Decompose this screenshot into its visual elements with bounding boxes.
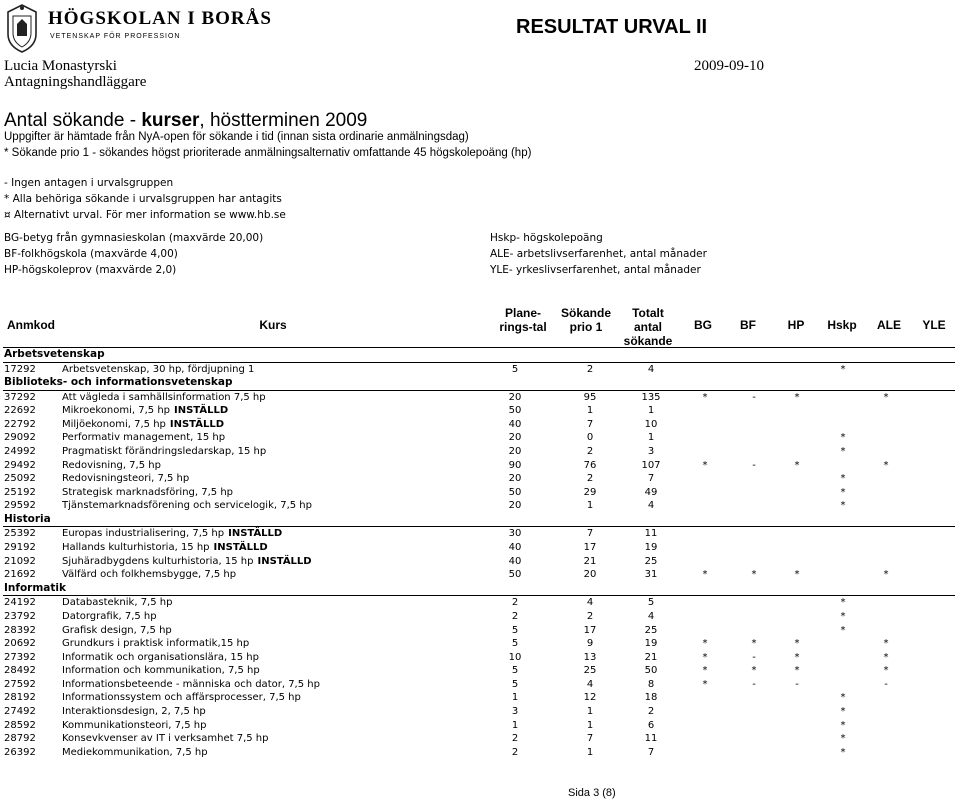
page-number: Sida 3 (8): [568, 787, 616, 799]
table-row: [3, 555, 955, 569]
cell-planeringstal: 50: [508, 405, 522, 417]
course-name: Performativ management, 15 hp: [62, 432, 226, 444]
cell-planeringstal: 5: [511, 624, 519, 636]
cell-prio: 1: [586, 405, 594, 417]
cell-planeringstal: 2: [511, 610, 519, 622]
course-name: Konsevkvenser av IT i verksamhet 7,5 hp: [62, 733, 269, 745]
cell-kurs: [62, 691, 482, 705]
cell-prio: 17: [583, 542, 597, 554]
col-header-yle: YLE: [922, 318, 946, 332]
cell-hskp: *: [840, 719, 846, 731]
cell-prio: 1: [586, 719, 594, 731]
cell-kurs: [62, 678, 482, 692]
cancelled-flag: INSTÄLLD: [257, 555, 312, 567]
cell-totalt: 5: [647, 597, 655, 609]
cell-planeringstal: 20: [508, 432, 522, 444]
table-row: [3, 431, 955, 445]
cell-kurs: [62, 431, 482, 445]
cell-bf: *: [751, 569, 757, 581]
cell-bg: *: [702, 569, 708, 581]
cell-totalt: 11: [644, 733, 658, 745]
course-name: Kommunikationsteori, 7,5 hp: [62, 719, 207, 731]
table-row: [3, 705, 955, 719]
cell-kurs: [62, 705, 482, 719]
cell-totalt: 7: [647, 746, 655, 758]
cell-anmkod: 25192: [4, 486, 36, 498]
cell-planeringstal: 5: [511, 665, 519, 677]
course-name: Arbetsvetenskap, 30 hp, fördjupning 1: [62, 363, 255, 375]
abbrev-legend-line: BF-folkhögskola (maxvärde 4,00): [4, 248, 178, 260]
info-line: * Sökande prio 1 - sökandes högst prioriterade anmälningsalternativ omfattande 45 högskolepoäng (hp): [4, 147, 532, 159]
table-row: [3, 568, 955, 582]
cell-anmkod: 21692: [4, 569, 36, 581]
col-header-bg: BG: [694, 318, 712, 332]
course-name: Grafisk design, 7,5 hp: [62, 624, 172, 636]
cell-totalt: 19: [644, 638, 658, 650]
abbrev-legend-line: ALE- arbetslivserfarenhet, antal månader: [490, 248, 707, 260]
info-line: Uppgifter är hämtade från NyA-open för sökande i tid (innan sista ordinarie anmälningsdag): [4, 131, 469, 143]
cell-ale: -: [884, 678, 888, 690]
course-name: Grundkurs i praktisk informatik,15 hp: [62, 638, 250, 650]
cell-kurs: [62, 527, 482, 541]
cell-prio: 12: [583, 692, 597, 704]
cell-planeringstal: 20: [508, 391, 522, 403]
course-name: Tjänstemarknadsförening och servicelogik, 7,5 hp: [62, 500, 312, 512]
symbol-legend-line: * Alla behöriga sökande i urvalsgruppen har antagits: [4, 193, 282, 205]
cell-planeringstal: 1: [511, 719, 519, 731]
course-name: Informatik och organisationslära, 15 hp: [62, 651, 259, 663]
cell-kurs: [62, 445, 482, 459]
report-date: 2009-09-10: [694, 58, 764, 74]
abbrev-legend-line: HP-högskoleprov (maxvärde 2,0): [4, 264, 177, 276]
cell-kurs: [62, 746, 482, 760]
cell-kurs: [62, 596, 482, 610]
cell-planeringstal: 1: [511, 692, 519, 704]
cell-planeringstal: 2: [511, 597, 519, 609]
cell-planeringstal: 5: [511, 678, 519, 690]
cell-kurs: [62, 637, 482, 651]
col-header-hskp: Hskp: [827, 318, 857, 332]
school-tagline: VETENSKAP FÖR PROFESSION: [50, 33, 181, 40]
heading-bold: kurser: [141, 110, 200, 131]
cell-prio: 1: [586, 706, 594, 718]
cancelled-flag: INSTÄLLD: [169, 418, 225, 430]
cell-hp: *: [794, 459, 800, 471]
report-title: RESULTAT URVAL II: [516, 16, 708, 38]
cell-anmkod: 22792: [4, 418, 36, 430]
cell-anmkod: 27592: [4, 678, 36, 690]
contact-name: Lucia Monastyrski: [4, 58, 117, 74]
course-name: Europas industrialisering, 7,5 hp: [62, 528, 225, 540]
cell-totalt: 3: [647, 445, 655, 457]
table-row: [3, 499, 955, 513]
cell-kurs: [62, 459, 482, 473]
symbol-legend-line: ¤ Alternativt urval. För mer information se www.hb.se: [4, 209, 286, 221]
course-name: Datorgrafik, 7,5 hp: [62, 610, 157, 622]
symbol-legend-line: - Ingen antagen i urvalsgruppen: [4, 177, 174, 189]
cell-anmkod: 29092: [4, 432, 36, 444]
abbrev-legend-line: YLE- yrkeslivserfarenhet, antal månader: [490, 264, 701, 276]
cancelled-flag: INSTÄLLD: [228, 528, 283, 540]
cell-prio: 76: [583, 459, 597, 471]
cell-bg: *: [702, 391, 708, 403]
cell-hskp: *: [840, 486, 846, 498]
cell-ale: *: [883, 665, 889, 677]
cell-kurs: [62, 624, 482, 638]
school-name: HÖGSKOLAN I BORÅS: [48, 8, 272, 29]
cell-anmkod: 28392: [4, 624, 36, 636]
cell-totalt: 19: [644, 542, 658, 554]
course-name: Informationsbeteende - människa och dator, 7,5 hp: [62, 678, 320, 690]
cell-hp: *: [794, 665, 800, 677]
cell-hskp: *: [840, 473, 846, 485]
cell-totalt: 31: [644, 569, 658, 581]
cell-hskp: *: [840, 706, 846, 718]
cell-bg: *: [702, 651, 708, 663]
cell-anmkod: 29192: [4, 542, 36, 554]
cell-ale: *: [883, 638, 889, 650]
table-body: [3, 348, 955, 759]
cell-anmkod: 27392: [4, 651, 36, 663]
cell-totalt: 7: [647, 473, 655, 485]
cell-bf: -: [752, 391, 756, 403]
cell-planeringstal: 20: [508, 473, 522, 485]
cell-totalt: 4: [647, 363, 655, 375]
cell-kurs: [62, 363, 482, 377]
course-name: Mikroekonomi, 7,5 hp: [62, 405, 171, 417]
cell-totalt: 107: [641, 459, 661, 471]
table-row: [3, 486, 955, 500]
course-name: Pragmatiskt förändringsledarskap, 15 hp: [62, 445, 267, 457]
course-name: Att vägleda i samhällsinformation 7,5 hp: [62, 391, 266, 403]
cell-planeringstal: 5: [511, 638, 519, 650]
cell-hskp: *: [840, 500, 846, 512]
cell-planeringstal: 2: [511, 733, 519, 745]
col-header-bf: BF: [740, 318, 756, 332]
cell-prio: 25: [583, 665, 597, 677]
table-row: [3, 719, 955, 733]
cell-bf: -: [752, 459, 756, 471]
cell-totalt: 25: [644, 555, 658, 567]
cell-hskp: *: [840, 746, 846, 758]
cell-hskp: *: [840, 610, 846, 622]
category-header: Arbetsvetenskap: [3, 348, 955, 363]
cell-prio: 0: [586, 432, 594, 444]
cell-hskp: *: [840, 692, 846, 704]
cell-planeringstal: 10: [508, 651, 522, 663]
col-header-hp: HP: [787, 318, 805, 332]
cell-prio: 9: [586, 638, 594, 650]
cell-hskp: *: [840, 445, 846, 457]
cell-anmkod: 25392: [4, 528, 36, 540]
cell-planeringstal: 40: [508, 555, 522, 567]
cell-planeringstal: 50: [508, 486, 522, 498]
cell-totalt: 50: [644, 665, 658, 677]
course-name: Redovisning, 7,5 hp: [62, 459, 161, 471]
cell-kurs: [62, 732, 482, 746]
course-name: Miljöekonomi, 7,5 hp: [62, 418, 166, 430]
cell-bg: *: [702, 665, 708, 677]
col-header-totalt: Totalt antal sökande: [623, 306, 673, 348]
heading-suffix: , höstterminen 2009: [199, 110, 368, 131]
cell-anmkod: 20692: [4, 638, 36, 650]
cell-prio: 1: [586, 746, 594, 758]
cell-prio: 17: [583, 624, 597, 636]
table-row: [3, 678, 955, 692]
table-row: [3, 391, 955, 405]
cell-planeringstal: 50: [508, 569, 522, 581]
cell-prio: 2: [586, 363, 594, 375]
table-row: [3, 732, 955, 746]
contact-role: Antagningshandläggare: [4, 74, 147, 90]
school-crest-logo: [4, 2, 40, 54]
cell-bf: *: [751, 638, 757, 650]
page-heading: [4, 110, 367, 132]
cell-planeringstal: 3: [511, 706, 519, 718]
cell-kurs: [62, 486, 482, 500]
table-row: [3, 404, 955, 418]
cell-kurs: [62, 664, 482, 678]
cell-kurs: [62, 404, 482, 418]
cell-prio: 95: [583, 391, 597, 403]
table-row: [3, 472, 955, 486]
cell-totalt: 18: [644, 692, 658, 704]
course-name: Redovisningsteori, 7,5 hp: [62, 473, 190, 485]
cell-planeringstal: 2: [511, 746, 519, 758]
table-row: [3, 691, 955, 705]
cell-totalt: 21: [644, 651, 658, 663]
cell-kurs: [62, 610, 482, 624]
course-name: Strategisk marknadsföring, 7,5 hp: [62, 486, 234, 498]
table-header: [3, 300, 955, 348]
table-row: [3, 624, 955, 638]
table-row: [3, 610, 955, 624]
cell-anmkod: 24992: [4, 445, 36, 457]
cell-anmkod: 28192: [4, 692, 36, 704]
cell-planeringstal: 30: [508, 528, 522, 540]
cell-anmkod: 26392: [4, 746, 36, 758]
course-name: Mediekommunikation, 7,5 hp: [62, 746, 208, 758]
cancelled-flag: INSTÄLLD: [213, 542, 268, 554]
cell-prio: 7: [586, 418, 594, 430]
col-header-planeringstal: Plane-rings-tal: [499, 306, 547, 334]
cell-totalt: 49: [644, 486, 658, 498]
cell-prio: 29: [583, 486, 597, 498]
cell-anmkod: 28592: [4, 719, 36, 731]
cell-planeringstal: 20: [508, 445, 522, 457]
col-header-kurs: Kurs: [259, 318, 287, 332]
cell-anmkod: 29592: [4, 500, 36, 512]
cell-planeringstal: 90: [508, 459, 522, 471]
course-name: Informationssystem och affärsprocesser, 7,5 hp: [62, 692, 301, 704]
cell-kurs: [62, 568, 482, 582]
table-row: [3, 651, 955, 665]
cell-ale: *: [883, 391, 889, 403]
cell-ale: *: [883, 459, 889, 471]
cell-totalt: 1: [647, 432, 655, 444]
table-row: [3, 363, 955, 377]
cell-totalt: 10: [644, 418, 658, 430]
cell-ale: *: [883, 651, 889, 663]
cell-kurs: [62, 418, 482, 432]
category-header: Historia: [3, 513, 955, 528]
cell-hskp: *: [840, 597, 846, 609]
cell-bf: -: [752, 678, 756, 690]
abbrev-legend-line: BG-betyg från gymnasieskolan (maxvärde 20,00): [4, 232, 264, 244]
cell-bg: *: [702, 638, 708, 650]
category-header: Biblioteks- och informationsvetenskap: [3, 376, 955, 391]
table-row: [3, 541, 955, 555]
cell-hp: *: [794, 638, 800, 650]
table-row: [3, 746, 955, 760]
cancelled-flag: INSTÄLLD: [174, 405, 229, 417]
cell-anmkod: 23792: [4, 610, 36, 622]
cell-totalt: 25: [644, 624, 658, 636]
col-header-anmkod: Anmkod: [7, 318, 55, 332]
cell-kurs: [62, 472, 482, 486]
col-header-prio: Sökande prio 1: [560, 306, 611, 334]
cell-planeringstal: 20: [508, 500, 522, 512]
cell-planeringstal: 40: [508, 418, 522, 430]
category-header: Informatik: [3, 582, 955, 597]
cell-kurs: [62, 555, 482, 569]
cell-hp: -: [795, 678, 799, 690]
table-row: [3, 418, 955, 432]
table-row: [3, 445, 955, 459]
cell-totalt: 4: [647, 500, 655, 512]
cell-anmkod: 28492: [4, 665, 36, 677]
course-name: Interaktionsdesign, 2, 7,5 hp: [62, 706, 206, 718]
table-row: [3, 459, 955, 473]
cell-prio: 2: [586, 610, 594, 622]
cell-bg: *: [702, 459, 708, 471]
cell-totalt: 11: [644, 528, 658, 540]
course-name: Välfärd och folkhemsbygge, 7,5 hp: [62, 569, 237, 581]
cell-prio: 4: [586, 597, 594, 609]
cell-totalt: 1: [647, 405, 655, 417]
cell-planeringstal: 5: [511, 363, 519, 375]
cell-kurs: [62, 391, 482, 405]
cell-totalt: 2: [647, 706, 655, 718]
cell-prio: 4: [586, 678, 594, 690]
cell-anmkod: 24192: [4, 597, 36, 609]
cell-hp: *: [794, 569, 800, 581]
cell-hskp: *: [840, 432, 846, 444]
cell-prio: 7: [586, 733, 594, 745]
course-name: Databasteknik, 7,5 hp: [62, 597, 173, 609]
cell-bg: *: [702, 678, 708, 690]
cell-anmkod: 22692: [4, 405, 36, 417]
cell-totalt: 4: [647, 610, 655, 622]
cell-kurs: [62, 719, 482, 733]
heading-prefix: Antal sökande -: [4, 110, 142, 131]
cell-anmkod: 21092: [4, 555, 36, 567]
cell-prio: 20: [583, 569, 597, 581]
course-name: Hallands kulturhistoria, 15 hp: [62, 542, 210, 554]
cell-anmkod: 25092: [4, 473, 36, 485]
cell-anmkod: 28792: [4, 733, 36, 745]
cell-hskp: *: [840, 624, 846, 636]
cell-prio: 1: [586, 500, 594, 512]
cell-kurs: [62, 499, 482, 513]
course-name: Information och kommunikation, 7,5 hp: [62, 665, 260, 677]
cell-hp: *: [794, 651, 800, 663]
cell-hskp: *: [840, 363, 846, 375]
table-row: [3, 527, 955, 541]
cell-kurs: [62, 541, 482, 555]
cell-prio: 2: [586, 473, 594, 485]
contact-block: [4, 58, 146, 90]
cell-anmkod: 37292: [4, 391, 36, 403]
cell-hp: *: [794, 391, 800, 403]
results-table: [3, 300, 955, 759]
cell-totalt: 8: [647, 678, 655, 690]
course-name: Sjuhäradbygdens kulturhistoria, 15 hp: [62, 555, 254, 567]
abbrev-legend-line: Hskp- högskolepoäng: [490, 232, 603, 244]
table-row: [3, 664, 955, 678]
cell-bf: *: [751, 665, 757, 677]
cell-kurs: [62, 651, 482, 665]
cell-totalt: 135: [641, 391, 661, 403]
cell-prio: 7: [586, 528, 594, 540]
cell-anmkod: 17292: [4, 363, 36, 375]
cell-anmkod: 29492: [4, 459, 36, 471]
cell-ale: *: [883, 569, 889, 581]
cell-anmkod: 27492: [4, 706, 36, 718]
cell-totalt: 6: [647, 719, 655, 731]
cell-planeringstal: 40: [508, 542, 522, 554]
cell-hskp: *: [840, 733, 846, 745]
col-header-ale: ALE: [877, 318, 901, 332]
cell-prio: 2: [586, 445, 594, 457]
table-row: [3, 637, 955, 651]
cell-prio: 13: [583, 651, 597, 663]
table-row: [3, 596, 955, 610]
cell-prio: 21: [583, 555, 597, 567]
cell-bf: -: [752, 651, 756, 663]
